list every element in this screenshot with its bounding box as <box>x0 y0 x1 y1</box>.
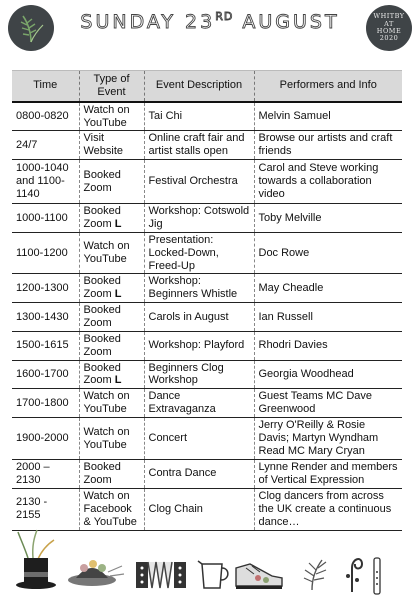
type-label: Booked Zoom <box>83 461 121 486</box>
type-label: Booked Zoom <box>83 361 121 387</box>
table-row <box>12 460 402 489</box>
time-cell: 1600-1700 <box>12 360 79 389</box>
time-cell: 1200-1300 <box>12 274 79 303</box>
type-label: Watch on YouTube <box>83 425 130 451</box>
table-row <box>12 360 402 389</box>
festival-logo-left <box>8 5 54 51</box>
description-cell: Dance Extravaganza <box>144 389 254 418</box>
title-ordinal: RD <box>215 10 234 23</box>
type-cell <box>79 274 144 303</box>
info-cell: May Cheadle <box>254 274 402 303</box>
description-cell: Presentation: Locked-Down, Freed-Up <box>144 232 254 274</box>
table-row <box>12 102 402 131</box>
table-header-row <box>12 71 402 102</box>
type-label: Visit Website <box>83 132 124 158</box>
column-header-time: Time <box>12 71 79 102</box>
type-cell <box>79 360 144 389</box>
table-row <box>12 160 402 204</box>
time-cell: 2000 – 2130 <box>12 460 79 489</box>
time-cell: 1900-2000 <box>12 418 79 460</box>
column-header-info: Performers and Info <box>254 71 402 102</box>
table-row <box>12 303 402 332</box>
jug-icon <box>198 561 228 588</box>
type-cell <box>79 460 144 489</box>
live-marker: L <box>114 218 122 231</box>
time-cell: 1700-1800 <box>12 389 79 418</box>
table-row <box>12 274 402 303</box>
info-cell: Georgia Woodhead <box>254 360 402 389</box>
time-cell: 1000-1100 <box>12 204 79 233</box>
type-cell <box>79 331 144 360</box>
clog-shoe-icon <box>236 564 282 589</box>
description-cell: Concert <box>144 418 254 460</box>
fern-icon <box>304 560 326 590</box>
fern-emblem-icon <box>14 11 48 45</box>
info-cell: Carol and Steve working towards a collaboration video <box>254 160 402 204</box>
table-row <box>12 389 402 418</box>
time-cell: 2130 - 2155 <box>12 488 79 530</box>
info-cell: Jerry O'Reilly & Rosie Davis; Martyn Wyndham Read MC Mary Cryan <box>254 418 402 460</box>
table-row <box>12 418 402 460</box>
info-cell: Toby Melville <box>254 204 402 233</box>
hat-with-flowers-icon <box>68 560 124 586</box>
type-cell <box>79 232 144 274</box>
description-cell: Online craft fair and artist stalls open <box>144 131 254 160</box>
type-cell <box>79 418 144 460</box>
type-cell <box>79 204 144 233</box>
title-month: AUGUST <box>242 11 340 33</box>
type-cell <box>79 389 144 418</box>
description-cell: Workshop: Cotswold Jig <box>144 204 254 233</box>
time-cell: 1000-1040 and 1100-1140 <box>12 160 79 204</box>
violin-scroll-icon <box>346 559 362 592</box>
info-cell: Browse our artists and craft friends <box>254 131 402 160</box>
live-marker: L <box>114 374 122 387</box>
time-cell: 1300-1430 <box>12 303 79 332</box>
column-header-type: Type of Event <box>79 71 144 102</box>
description-cell: Workshop: Beginners Whistle <box>144 274 254 303</box>
schedule-table <box>12 70 402 531</box>
table-row <box>12 232 402 274</box>
type-cell <box>79 303 144 332</box>
type-label: Watch on Facebook & YouTube <box>83 489 137 528</box>
type-cell <box>79 488 144 530</box>
whistle-icon <box>374 558 380 594</box>
time-cell: 0800-0820 <box>12 102 79 131</box>
type-label: Watch on YouTube <box>83 240 130 266</box>
type-cell <box>79 131 144 160</box>
type-label: Booked Zoom <box>83 332 121 358</box>
time-cell: 1500-1615 <box>12 331 79 360</box>
description-cell: Tai Chi <box>144 102 254 131</box>
type-label: Booked Zoom <box>83 275 121 301</box>
table-row <box>12 331 402 360</box>
description-cell: Beginners Clog Workshop <box>144 360 254 389</box>
description-cell: Workshop: Playford <box>144 331 254 360</box>
info-cell: Guest Teams MC Dave Greenwood <box>254 389 402 418</box>
type-label: Watch on YouTube <box>83 390 130 416</box>
top-hat-icon <box>16 530 56 589</box>
type-label: Booked Zoom <box>83 205 121 231</box>
info-cell: Ian Russell <box>254 303 402 332</box>
type-cell <box>79 102 144 131</box>
page-title <box>60 10 360 33</box>
accordion-icon <box>136 562 186 588</box>
page-header <box>0 0 420 60</box>
logo-text: WHITBY AT HOME 2020 <box>373 12 405 43</box>
info-cell: Lynne Render and members of Vertical Expression <box>254 460 402 489</box>
info-cell: Clog dancers from across the UK create a continuous dance… <box>254 488 402 530</box>
info-cell: Melvin Samuel <box>254 102 402 131</box>
description-cell: Clog Chain <box>144 488 254 530</box>
info-cell: Rhodri Davies <box>254 331 402 360</box>
title-day: SUNDAY 23 <box>80 11 216 33</box>
decorative-footer <box>0 528 420 600</box>
type-label: Booked Zoom <box>83 304 121 330</box>
column-header-description: Event Description <box>144 71 254 102</box>
description-cell: Festival Orchestra <box>144 160 254 204</box>
table-row <box>12 204 402 233</box>
time-cell: 24/7 <box>12 131 79 160</box>
type-cell <box>79 160 144 204</box>
festival-logo-right <box>366 5 412 51</box>
description-cell: Carols in August <box>144 303 254 332</box>
description-cell: Contra Dance <box>144 460 254 489</box>
live-marker: L <box>114 288 122 301</box>
type-label: Watch on YouTube <box>83 103 130 129</box>
type-label: Booked Zoom <box>83 168 121 194</box>
table-row <box>12 131 402 160</box>
time-cell: 1100-1200 <box>12 232 79 274</box>
info-cell: Doc Rowe <box>254 232 402 274</box>
table-row <box>12 488 402 530</box>
